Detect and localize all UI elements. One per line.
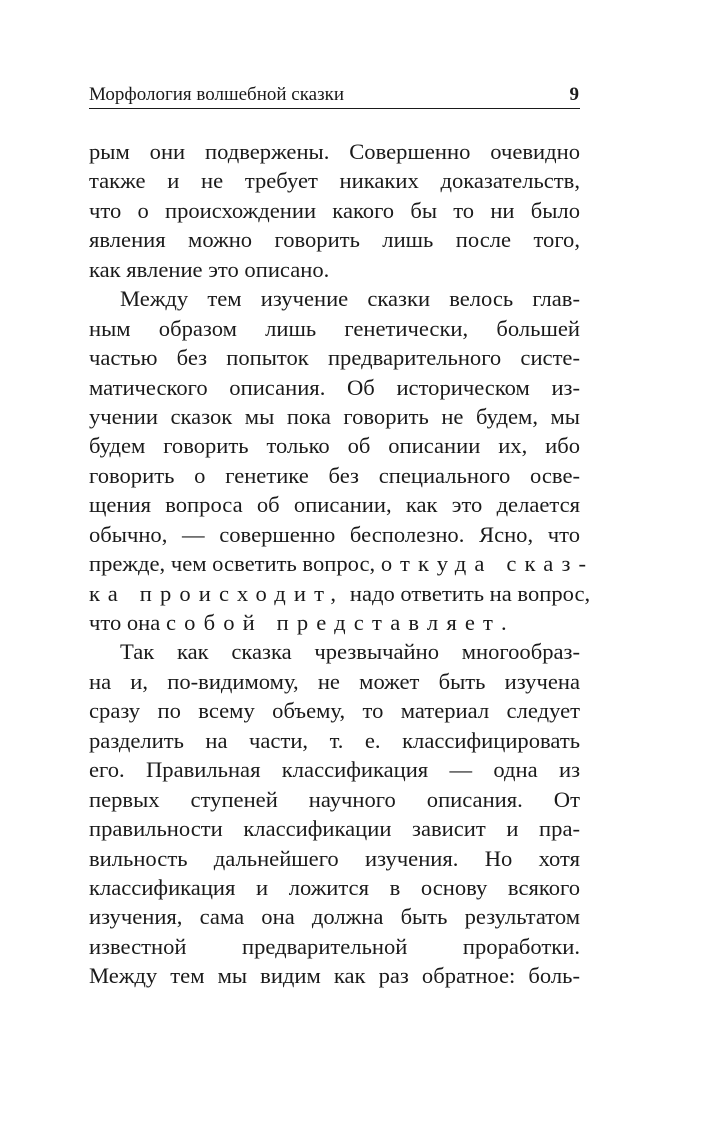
text-line: учении сказок мы пока говорить не будем, мы xyxy=(89,403,580,429)
paragraph xyxy=(89,637,580,990)
text-line: известной предварительной проработки. xyxy=(89,933,580,959)
text-line xyxy=(89,608,580,637)
text-line: сразу по всему объему, то материал следует xyxy=(89,698,580,724)
text-line: матического описания. Об историческом из- xyxy=(89,374,580,400)
plain-text: что она xyxy=(89,610,161,635)
text-line: частью без попыток предварительного систе- xyxy=(89,345,580,371)
plain-text: надо ответить на вопрос, xyxy=(349,580,591,606)
page-number: 9 xyxy=(569,84,579,105)
text-line: разделить на части, т. е. классифицировать xyxy=(89,727,580,753)
text-line: будем говорить только об описании их, ибо xyxy=(89,433,580,459)
text-line: изучения, сама она должна быть результатом xyxy=(89,904,580,930)
text-line xyxy=(89,549,595,578)
text-line: Так как сказка чрезвычайно многообраз- xyxy=(120,639,580,665)
text-line: как явление это описано. xyxy=(89,256,330,282)
spaced-emphasis: откуда сказ- xyxy=(380,551,595,577)
text-line: что о происхождении какого бы то ни было xyxy=(89,197,580,223)
text-line: Между тем мы видим как раз обратное: боль- xyxy=(89,963,580,989)
paragraph xyxy=(89,284,595,637)
running-title: Морфология волшебной сказки xyxy=(89,84,345,105)
spaced-emphasis: ка происходит, xyxy=(89,580,345,606)
text-line: ным образом лишь генетически, большей xyxy=(89,315,580,341)
text-line: щения вопроса об описании, как это делается xyxy=(89,492,580,518)
text-line xyxy=(89,579,591,608)
text-line: его. Правильная классификация — одна из xyxy=(89,757,580,783)
paragraph xyxy=(89,137,580,284)
body-text xyxy=(89,137,595,991)
text-line: рым они подвержены. Совершенно очевидно xyxy=(89,139,580,164)
text-line: явления можно говорить лишь после того, xyxy=(89,227,580,253)
text-line: классификация и ложится в основу всякого xyxy=(89,874,580,900)
running-header xyxy=(89,84,580,109)
text-line: обычно, — совершенно бесполезно. Ясно, что xyxy=(89,521,580,547)
spaced-emphasis: собой представляет xyxy=(165,610,502,635)
plain-text: . xyxy=(501,610,507,635)
text-line: правильности классификации зависит и пра- xyxy=(89,816,580,842)
text-line: также и не требует никаких доказательств, xyxy=(89,168,580,194)
text-line: вильность дальнейшего изучения. Но хотя xyxy=(89,845,580,871)
text-line: говорить о генетике без специального осве- xyxy=(89,462,580,488)
text-line: первых ступеней научного описания. От xyxy=(89,786,580,812)
text-line: Между тем изучение сказки велось глав- xyxy=(120,286,580,312)
text-line: на и, по-видимому, не может быть изучена xyxy=(89,668,580,694)
plain-text: прежде, чем осветить вопрос, xyxy=(89,551,376,577)
